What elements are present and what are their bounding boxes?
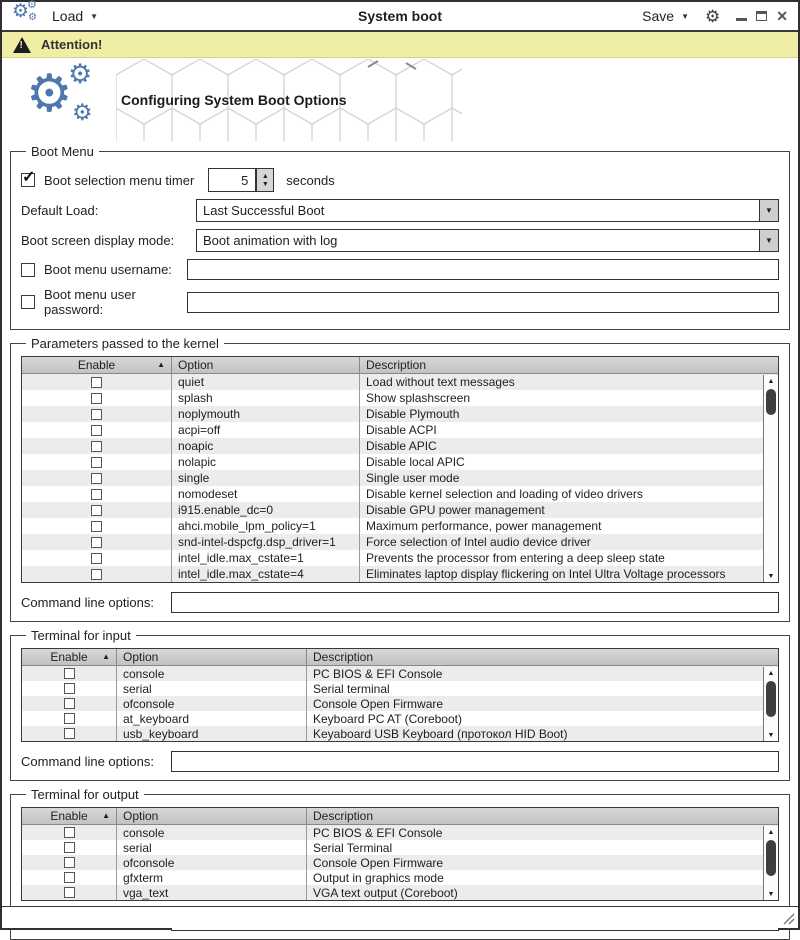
spin-down-icon: ▼ — [261, 180, 269, 188]
password-checkbox[interactable] — [21, 295, 35, 309]
terminal-input-cmdline-input[interactable] — [171, 751, 779, 772]
enable-checkbox[interactable] — [91, 489, 102, 500]
enable-checkbox[interactable] — [64, 698, 75, 709]
enable-cell — [22, 518, 172, 534]
description-cell: Maximum performance, power management — [366, 519, 602, 533]
boot-menu-section — [10, 144, 790, 330]
scroll-up-icon: ▲ — [767, 377, 775, 385]
table-row[interactable] — [22, 825, 778, 840]
scroll-down-icon: ▼ — [767, 731, 775, 739]
default-load-value: Last Successful Boot — [203, 203, 325, 218]
column-label: Option — [123, 650, 159, 664]
column-header-option[interactable] — [117, 649, 307, 665]
enable-checkbox[interactable] — [91, 457, 102, 468]
enable-checkbox[interactable] — [91, 537, 102, 548]
column-label: Option — [178, 358, 214, 372]
username-input[interactable] — [187, 259, 779, 280]
terminal-input-legend: Terminal for input — [31, 628, 131, 643]
enable-checkbox[interactable] — [64, 668, 75, 679]
column-header-description[interactable] — [307, 649, 778, 665]
timer-label: Boot selection menu timer — [44, 172, 195, 188]
kernel-cmdline-input[interactable] — [171, 592, 779, 613]
column-label: Description — [366, 358, 427, 372]
check-icon: ✓ — [22, 169, 36, 186]
gear-icon: ⚙ — [27, 0, 37, 11]
enable-cell — [22, 696, 117, 711]
scrollbar-track[interactable] — [764, 387, 778, 570]
column-label: Option — [123, 809, 159, 823]
table-row[interactable] — [22, 502, 778, 518]
enable-cell — [22, 406, 172, 422]
table-body — [22, 825, 778, 900]
option-cell: single — [172, 470, 360, 486]
enable-cell — [22, 390, 172, 406]
title-bar — [2, 2, 798, 32]
enable-cell — [22, 438, 172, 454]
column-header-description[interactable] — [307, 808, 778, 824]
column-header-description[interactable] — [360, 357, 778, 373]
enable-checkbox[interactable] — [91, 473, 102, 484]
sort-asc-icon: ▲ — [157, 360, 165, 369]
enable-checkbox[interactable] — [91, 521, 102, 532]
chevron-down-icon: ▼ — [90, 12, 99, 21]
default-load-row — [21, 199, 779, 222]
attention-text: Attention! — [41, 37, 103, 52]
column-label: Enable — [50, 650, 88, 664]
terminal-input-section — [10, 628, 790, 781]
description-cell: Output in graphics mode — [313, 870, 444, 885]
column-label: Enable — [50, 809, 88, 823]
kernel-params-legend: Parameters passed to the kernel — [31, 336, 219, 351]
description-cell: PC BIOS & EFI Console — [313, 666, 443, 681]
vertical-scrollbar[interactable] — [763, 375, 778, 582]
spin-up-icon: ▲ — [261, 172, 269, 180]
boot-menu-legend: Boot Menu — [31, 144, 94, 159]
enable-cell — [22, 566, 172, 582]
scroll-up-button[interactable] — [764, 826, 778, 838]
enable-cell — [22, 855, 117, 870]
enable-checkbox[interactable] — [64, 872, 75, 883]
display-mode-label: Boot screen display mode: — [21, 233, 175, 248]
enable-cell — [22, 486, 172, 502]
enable-checkbox[interactable] — [91, 505, 102, 516]
hexagon-pattern — [116, 59, 462, 141]
description-cell: Load without text messages — [366, 375, 515, 389]
terminal-input-cmdline-row — [21, 751, 779, 772]
scroll-up-icon: ▲ — [767, 669, 775, 677]
enable-cell — [22, 885, 117, 900]
table-row[interactable] — [22, 454, 778, 470]
description-cell: Show splashscreen — [366, 391, 471, 405]
username-row — [21, 259, 779, 280]
terminal-output-table — [21, 807, 779, 901]
column-header-option[interactable] — [172, 357, 360, 373]
cmdline-label: Command line options: — [21, 595, 154, 610]
option-cell: intel_idle.max_cstate=4 — [172, 566, 360, 582]
enable-cell — [22, 711, 117, 726]
description-cell: Disable kernel selection and loading of video drivers — [366, 487, 643, 501]
table-row[interactable] — [22, 518, 778, 534]
description-cell: Disable Plymouth — [366, 407, 460, 421]
maximize-button[interactable] — [756, 11, 767, 21]
scroll-down-button[interactable] — [764, 729, 778, 741]
gear-icon: ⚙ — [12, 1, 30, 22]
enable-checkbox[interactable] — [64, 887, 75, 898]
description-cell: Disable ACPI — [366, 423, 437, 437]
option-cell: acpi=off — [172, 422, 360, 438]
window-controls — [736, 9, 788, 23]
scrollbar-thumb[interactable] — [766, 681, 776, 717]
window-title: System boot — [357, 8, 442, 24]
vertical-scrollbar[interactable] — [763, 667, 778, 741]
table-row[interactable] — [22, 438, 778, 454]
scroll-down-button[interactable] — [764, 570, 778, 582]
table-header — [22, 357, 778, 374]
description-cell: Disable GPU power management — [366, 503, 545, 517]
table-row[interactable] — [22, 666, 778, 681]
description-cell: Force selection of Intel audio device driver — [366, 535, 591, 549]
timer-unit-label: seconds — [286, 172, 335, 188]
settings-gear-icon[interactable]: ⚙ — [705, 6, 721, 26]
enable-cell — [22, 825, 117, 840]
warning-icon — [13, 37, 31, 53]
option-cell: snd-intel-dspcfg.dsp_driver=1 — [172, 534, 360, 550]
table-row[interactable] — [22, 681, 778, 696]
page-title: Configuring System Boot Options — [121, 92, 347, 108]
column-header-option[interactable] — [117, 808, 307, 824]
dropdown-button[interactable] — [759, 200, 778, 221]
table-row[interactable] — [22, 696, 778, 711]
load-menu-label: Load — [52, 8, 84, 24]
description-cell: Single user mode — [366, 471, 460, 485]
option-cell: usb_keyboard — [117, 726, 307, 741]
enable-cell — [22, 374, 172, 390]
table-row[interactable] — [22, 870, 778, 885]
sort-asc-icon: ▲ — [102, 652, 110, 661]
timer-value[interactable]: 5 — [208, 168, 256, 192]
timer-row — [21, 168, 779, 192]
save-menu-button[interactable] — [642, 8, 689, 24]
description-cell: PC BIOS & EFI Console — [313, 825, 443, 840]
enable-checkbox[interactable] — [91, 553, 102, 564]
load-menu-button[interactable] — [52, 8, 98, 24]
password-label: Boot menu user password: — [44, 287, 136, 317]
option-cell: i915.enable_dc=0 — [172, 502, 360, 518]
close-button[interactable]: ✕ — [776, 8, 788, 24]
option-cell: gfxterm — [117, 870, 307, 885]
enable-cell — [22, 666, 117, 681]
enable-cell — [22, 840, 117, 855]
column-label: Description — [313, 809, 374, 823]
gear-icon: ⚙ — [72, 99, 93, 125]
enable-cell — [22, 454, 172, 470]
table-body — [22, 666, 778, 741]
username-checkbox[interactable] — [21, 263, 35, 277]
option-cell: nolapic — [172, 454, 360, 470]
scrollbar-track[interactable] — [764, 838, 778, 888]
display-mode-dropdown[interactable] — [196, 229, 779, 252]
option-cell: serial — [117, 840, 307, 855]
enable-checkbox[interactable] — [91, 441, 102, 452]
enable-cell — [22, 502, 172, 518]
table-row[interactable] — [22, 470, 778, 486]
option-cell: ahci.mobile_lpm_policy=1 — [172, 518, 360, 534]
kernel-params-section — [10, 336, 790, 622]
table-row[interactable] — [22, 566, 778, 582]
option-cell: console — [117, 825, 307, 840]
table-row[interactable] — [22, 855, 778, 870]
column-header-enable[interactable] — [22, 357, 172, 373]
vertical-scrollbar[interactable] — [763, 826, 778, 900]
option-cell: nomodeset — [172, 486, 360, 502]
status-bar — [2, 906, 798, 928]
chevron-down-icon: ▼ — [765, 205, 773, 215]
enable-cell — [22, 681, 117, 696]
terminal-output-legend: Terminal for output — [31, 787, 139, 802]
table-row[interactable] — [22, 534, 778, 550]
gear-icon: ⚙ — [26, 65, 73, 123]
table-header — [22, 808, 778, 825]
column-header-enable[interactable] — [22, 808, 117, 824]
scrollbar-thumb[interactable] — [766, 840, 776, 876]
table-row[interactable] — [22, 374, 778, 390]
column-header-enable[interactable] — [22, 649, 117, 665]
option-cell: intel_idle.max_cstate=1 — [172, 550, 360, 566]
dropdown-button[interactable] — [759, 230, 778, 251]
enable-cell — [22, 550, 172, 566]
timer-spinner — [208, 168, 274, 192]
timer-spin-buttons[interactable] — [256, 168, 274, 192]
option-cell: ofconsole — [117, 855, 307, 870]
app-gears-icon — [12, 0, 42, 28]
enable-checkbox[interactable] — [64, 857, 75, 868]
save-menu-label: Save — [642, 8, 675, 24]
table-row[interactable] — [22, 550, 778, 566]
description-cell: Serial terminal — [313, 681, 390, 696]
enable-checkbox[interactable] — [91, 393, 102, 404]
option-cell: noplymouth — [172, 406, 360, 422]
description-cell: Keyaboard USB Keyboard (протокол HID Boot) — [313, 726, 568, 741]
scroll-up-button[interactable] — [764, 375, 778, 387]
default-load-label: Default Load: — [21, 203, 99, 218]
enable-checkbox[interactable] — [91, 425, 102, 436]
scroll-down-icon: ▼ — [767, 572, 775, 580]
description-cell: Serial Terminal — [313, 840, 393, 855]
table-row[interactable] — [22, 885, 778, 900]
enable-cell — [22, 870, 117, 885]
table-row[interactable] — [22, 840, 778, 855]
description-cell: Eliminates laptop display flickering on Intel Ultra Voltage processors — [366, 567, 726, 581]
resize-grip[interactable] — [782, 912, 795, 925]
description-cell: Keyboard PC AT (Coreboot) — [313, 711, 462, 726]
table-row[interactable] — [22, 406, 778, 422]
cmdline-label: Command line options: — [21, 754, 154, 769]
scroll-down-button[interactable] — [764, 888, 778, 900]
kernel-params-table — [21, 356, 779, 583]
default-load-dropdown[interactable] — [196, 199, 779, 222]
page-header — [2, 58, 798, 144]
scrollbar-track[interactable] — [764, 679, 778, 729]
scroll-up-icon: ▲ — [767, 828, 775, 836]
table-row[interactable] — [22, 390, 778, 406]
option-cell: vga_text — [117, 885, 307, 900]
enable-checkbox[interactable] — [64, 842, 75, 853]
option-cell: splash — [172, 390, 360, 406]
attention-banner — [2, 32, 798, 58]
enable-cell — [22, 534, 172, 550]
chevron-down-icon: ▼ — [681, 12, 690, 21]
display-mode-value: Boot animation with log — [203, 233, 338, 248]
enable-checkbox[interactable] — [64, 713, 75, 724]
option-cell: serial — [117, 681, 307, 696]
titlebar-right — [642, 8, 788, 25]
description-cell: Console Open Firmware — [313, 855, 444, 870]
description-cell: Disable local APIC — [366, 455, 465, 469]
description-cell: VGA text output (Coreboot) — [313, 885, 458, 900]
enable-cell — [22, 470, 172, 486]
chevron-down-icon: ▼ — [765, 235, 773, 245]
enable-cell — [22, 726, 117, 741]
scrollbar-thumb[interactable] — [766, 389, 776, 415]
option-cell: quiet — [172, 374, 360, 390]
enable-checkbox[interactable] — [91, 377, 102, 388]
scroll-down-icon: ▼ — [767, 890, 775, 898]
enable-cell — [22, 422, 172, 438]
password-row — [21, 287, 779, 317]
description-cell: Console Open Firmware — [313, 696, 444, 711]
enable-checkbox[interactable] — [91, 409, 102, 420]
display-mode-row — [21, 229, 779, 252]
enable-checkbox[interactable] — [64, 683, 75, 694]
description-cell: Disable APIC — [366, 439, 437, 453]
username-label: Boot menu username: — [44, 262, 172, 277]
kernel-cmdline-row — [21, 592, 779, 613]
enable-checkbox[interactable] — [91, 569, 102, 580]
table-row[interactable] — [22, 726, 778, 741]
option-cell: at_keyboard — [117, 711, 307, 726]
enable-checkbox[interactable] — [64, 827, 75, 838]
gear-icon: ⚙ — [28, 12, 37, 23]
table-row[interactable] — [22, 422, 778, 438]
table-body — [22, 374, 778, 582]
gear-icon: ⚙ — [68, 59, 93, 89]
terminal-input-table — [21, 648, 779, 742]
column-label: Description — [313, 650, 374, 664]
column-label: Enable — [77, 358, 116, 372]
option-cell: console — [117, 666, 307, 681]
option-cell: ofconsole — [117, 696, 307, 711]
table-header — [22, 649, 778, 666]
timer-checkbox[interactable] — [21, 169, 36, 187]
sort-asc-icon: ▲ — [102, 811, 110, 820]
gears-logo — [26, 59, 104, 138]
minimize-button[interactable] — [736, 18, 747, 21]
enable-checkbox[interactable] — [64, 728, 75, 739]
scroll-up-button[interactable] — [764, 667, 778, 679]
option-cell: noapic — [172, 438, 360, 454]
table-row[interactable] — [22, 486, 778, 502]
description-cell: Prevents the processor from entering a deep sleep state — [366, 551, 665, 565]
table-row[interactable] — [22, 711, 778, 726]
password-input[interactable] — [187, 292, 779, 313]
warning-exclamation: ! — [19, 39, 23, 51]
